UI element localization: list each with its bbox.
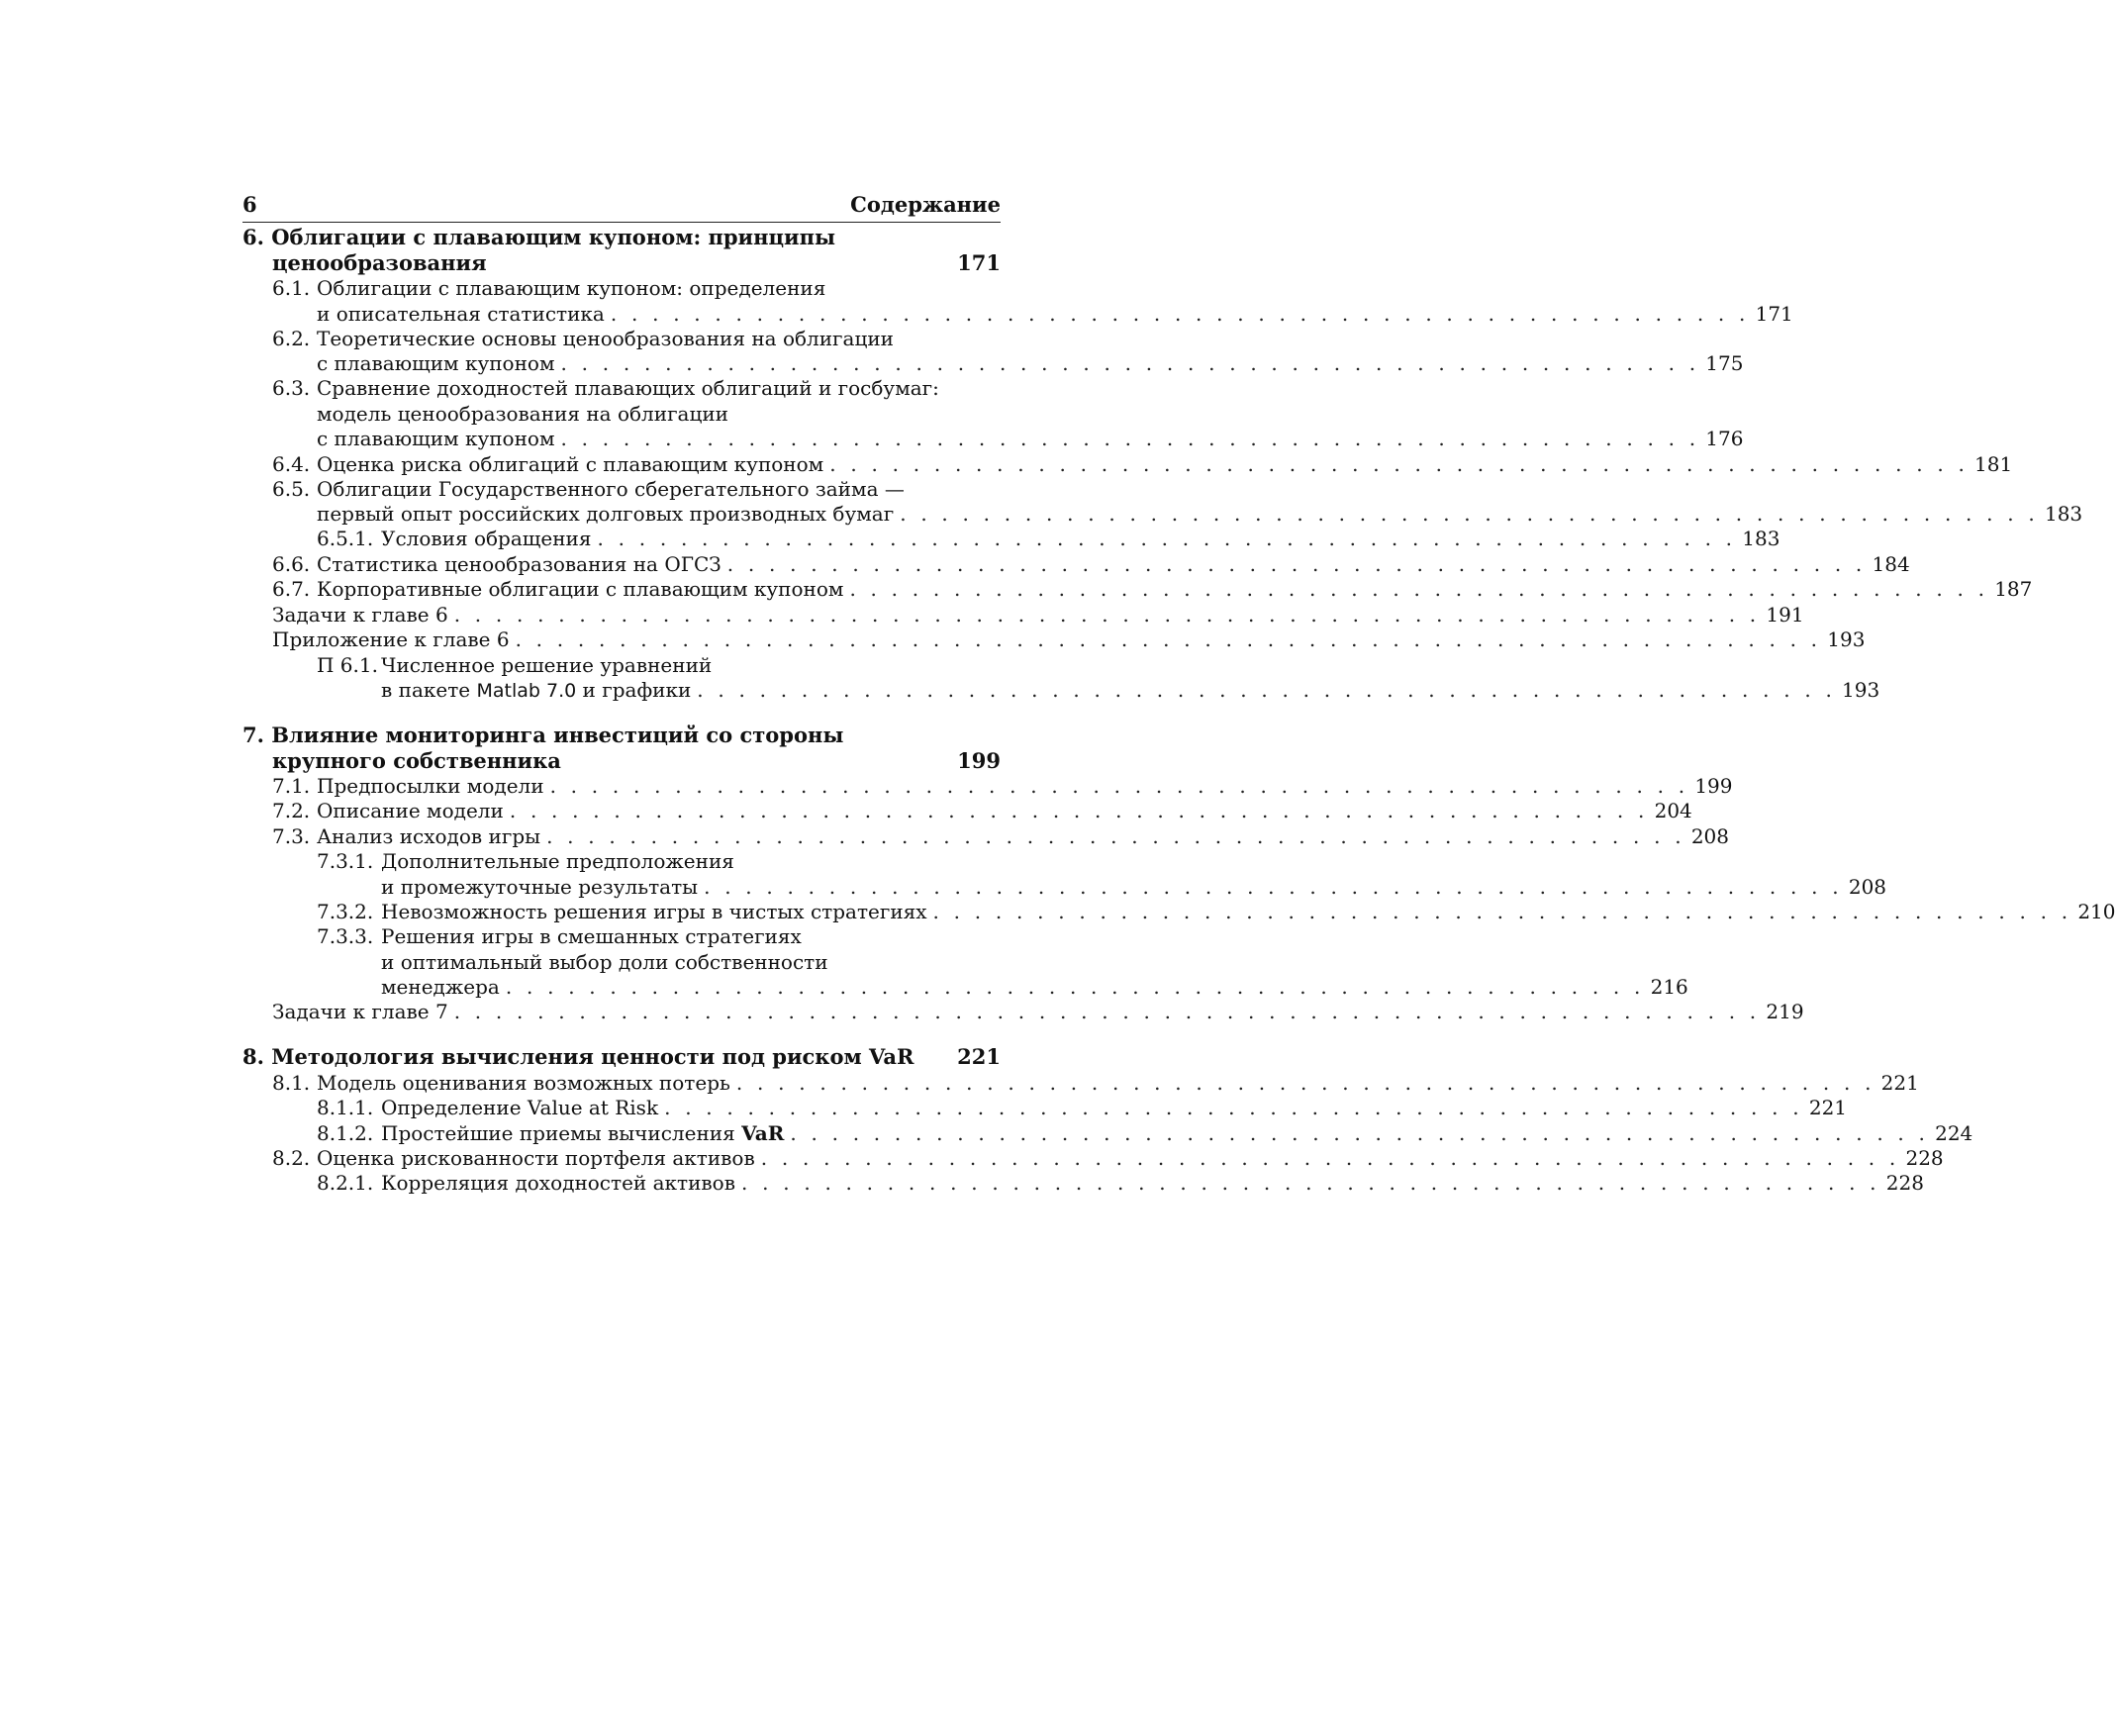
chapter-6-page: 171 (957, 250, 1001, 275)
toc-entry-6-1-cont[interactable]: и описательная статистика . . . . . . . . . . . . . . . . . . . . . . . . . . . . . . . . . . . . . . . . . . . . . . . . . . . . . . . 171 (317, 302, 1793, 326)
toc-entry-6-3-cont1[interactable]: модель ценообразования на облигации (317, 402, 728, 426)
toc-entry-7-3-1[interactable]: 7.3.1. Дополнительные предположения (317, 849, 734, 873)
toc-entry-7-3-2[interactable]: 7.3.2. Невозможность решения игры в чистых стратегиях . . . . . . . . . . . . . . . . . . . . . . . . . . . . . . . . . . . . . . . . . . . . . . . . . . . . . . . 210 (317, 900, 2116, 923)
toc-entry-6-1[interactable]: 6.1. Облигации с плавающим купоном: определения (272, 276, 826, 300)
leader-dots: . . . . . . . . . . . . . . . . . . . . . . . . . . . . . . . . . . . . . . . . . . . . . . . . . . . . . . . (509, 799, 1649, 822)
toc-entry-7-1[interactable]: 7.1. Предпосылки модели . . . . . . . . . . . . . . . . . . . . . . . . . . . . . . . . . . . . . . . . . . . . . . . . . . . . . . . 199 (272, 774, 1733, 798)
toc-entry-6-5-cont[interactable]: первый опыт российских долговых производных бумаг . . . . . . . . . . . . . . . . . . . . . . . . . . . . . . . . . . . . . . . . . . . . . . . . . . . . . . . 183 (317, 502, 2083, 526)
leader-dots: . . . . . . . . . . . . . . . . . . . . . . . . . . . . . . . . . . . . . . . . . . . . . . . . . . . . . . . (664, 1096, 1803, 1119)
toc-entry-8-1-2[interactable]: 8.1.2. Простейшие приемы вычисления VaR . . . . . . . . . . . . . . . . . . . . . . . . . . . . . . . . . . . . . . . . . . . . . . . . . . . . . . . 224 (317, 1121, 1973, 1145)
chapter-7-title-line2[interactable]: крупного собственника 199 (272, 748, 1001, 773)
toc-entry-6-2[interactable]: 6.2. Теоретические основы ценообразования на облигации (272, 327, 894, 350)
toc-entry-7-3-3-cont2[interactable]: менеджера . . . . . . . . . . . . . . . . . . . . . . . . . . . . . . . . . . . . . . . . . . . . . . . . . . . . . . . 216 (381, 975, 1688, 999)
toc-entry-6-6[interactable]: 6.6. Статистика ценообразования на ОГСЗ . . . . . . . . . . . . . . . . . . . . . . . . . . . . . . . . . . . . . . . . . . . . . . . . . . . . . . . 184 (272, 552, 1910, 576)
leader-dots: . . . . . . . . . . . . . . . . . . . . . . . . . . . . . . . . . . . . . . . . . . . . . . . . . . . . . . . (505, 975, 1645, 999)
software-name: Matlab 7.0 (476, 680, 577, 702)
chapter-7-title-line1[interactable]: 7. Влияние мониторинга инвестиций со стороны (242, 723, 844, 747)
leader-dots: . . . . . . . . . . . . . . . . . . . . . . . . . . . . . . . . . . . . . . . . . . . . . . . . . . . . . . . . . . . . . . . (453, 1000, 1761, 1023)
toc-entry-7-3-3[interactable]: 7.3.3. Решения игры в смешанных стратегиях (317, 924, 802, 948)
leader-dots: . . . . . . . . . . . . . . . . . . . . . . . . . . . . . . . . . . . . . . . . . . . . . . . . . . . . . . . (760, 1146, 1900, 1170)
leader-dots: . . . . . . . . . . . . . . . . . . . . . . . . . . . . . . . . . . . . . . . . . . . . . . . . . . . . . . . (597, 527, 1737, 550)
toc-entry-8-1-1[interactable]: 8.1.1. Определение Value at Risk . . . . . . . . . . . . . . . . . . . . . . . . . . . . . . . . . . . . . . . . . . . . . . . . . . . . . . . 221 (317, 1096, 1848, 1119)
toc-entry-8-1[interactable]: 8.1. Модель оценивания возможных потерь . . . . . . . . . . . . . . . . . . . . . . . . . . . . . . . . . . . . . . . . . . . . . . . . . . . . . . . 221 (272, 1071, 1919, 1095)
chapter-6-title-line2[interactable]: ценообразования 171 (272, 250, 1001, 275)
var-term: VaR (741, 1121, 785, 1145)
chapter-7-page: 199 (957, 748, 1001, 773)
toc-entry-p6-1-cont[interactable]: в пакете Matlab 7.0 и графики . . . . . . . . . . . . . . . . . . . . . . . . . . . . . . . . . . . . . . . . . . . . . . . . . . . . . . . 193 (242, 676, 1001, 704)
toc-entry-p6-1[interactable]: П 6.1. Численное решение уравнений (317, 653, 713, 677)
leader-dots: . . . . . . . . . . . . . . . . . . . . . . . . . . . . . . . . . . . . . . . . . . . . . . . . . . . . . . . (726, 552, 1867, 576)
toc-entry-6-5[interactable]: 6.5. Облигации Государственного сберегательного займа — (272, 477, 905, 501)
leader-dots: . . . . . . . . . . . . . . . . . . . . . . . . . . . . . . . . . . . . . . . . . . . . . . . . . . . . . . . . . . . . . . . (515, 627, 1822, 651)
leader-dots: . . . . . . . . . . . . . . . . . . . . . . . . . . . . . . . . . . . . . . . . . . . . . . . . . . . . . . . (735, 1071, 1876, 1095)
leader-dots: . . . . . . . . . . . . . . . . . . . . . . . . . . . . . . . . . . . . . . . . . . . . . . . . . . . . . . . (900, 502, 2039, 526)
leader-dots: . . . . . . . . . . . . . . . . . . . . . . . . . . . . . . . . . . . . . . . . . . . . . . . . . . . . . . . (697, 678, 1837, 702)
toc-entry-tasks-6[interactable]: Задачи к главе 6 . . . . . . . . . . . . . . . . . . . . . . . . . . . . . . . . . . . . . . . . . . . . . . . . . . . . . . . . . . . . . . . 191 (272, 603, 1804, 627)
toc-entry-6-4[interactable]: 6.4. Оценка риска облигаций с плавающим купоном . . . . . . . . . . . . . . . . . . . . . . . . . . . . . . . . . . . . . . . . . . . . . . . . . . . . . . . 181 (272, 452, 2013, 476)
toc-entry-6-3[interactable]: 6.3. Сравнение доходностей плавающих облигаций и госбумаг: (272, 376, 939, 400)
leader-dots: . . . . . . . . . . . . . . . . . . . . . . . . . . . . . . . . . . . . . . . . . . . . . . . . . . . . . . . (790, 1121, 1930, 1145)
leader-dots: . . . . . . . . . . . . . . . . . . . . . . . . . . . . . . . . . . . . . . . . . . . . . . . . . . . . . . . . . . . . . . . (453, 603, 1761, 627)
leader-dots: . . . . . . . . . . . . . . . . . . . . . . . . . . . . . . . . . . . . . . . . . . . . . . . . . . . . . . . (610, 302, 1750, 326)
toc-entry-6-7[interactable]: 6.7. Корпоративные облигации с плавающим купоном . . . . . . . . . . . . . . . . . . . . . . . . . . . . . . . . . . . . . . . . . . . . . . . . . . . . . . . 187 (272, 577, 2033, 601)
chapter-6-title-line1[interactable]: 6. Облигации с плавающим купоном: принципы (242, 225, 836, 249)
toc-entry-7-2[interactable]: 7.2. Описание модели . . . . . . . . . . . . . . . . . . . . . . . . . . . . . . . . . . . . . . . . . . . . . . . . . . . . . . . 204 (272, 799, 1692, 822)
leader-dots: . . . . . . . . . . . . . . . . . . . . . . . . . . . . . . . . . . . . . . . . . . . . . . . . . . . . . . . (932, 900, 2072, 923)
toc-entry-6-2-cont[interactable]: с плавающим купоном . . . . . . . . . . . . . . . . . . . . . . . . . . . . . . . . . . . . . . . . . . . . . . . . . . . . . . . 175 (317, 351, 1744, 375)
toc-entry-appendix-6[interactable]: Приложение к главе 6 . . . . . . . . . . . . . . . . . . . . . . . . . . . . . . . . . . . . . . . . . . . . . . . . . . . . . . . . . . . . . . . 193 (272, 627, 1866, 651)
running-header (242, 190, 1001, 223)
header-title: Содержание (850, 192, 1001, 217)
leader-dots: . . . . . . . . . . . . . . . . . . . . . . . . . . . . . . . . . . . . . . . . . . . . . . . . . . . . . . . (560, 427, 1700, 450)
toc-entry-8-2-1[interactable]: 8.2.1. Корреляция доходностей активов . . . . . . . . . . . . . . . . . . . . . . . . . . . . . . . . . . . . . . . . . . . . . . . . . . . . . . . 228 (317, 1171, 1924, 1195)
toc-entry-7-3-3-cont1[interactable]: и оптимальный выбор доли собственности (381, 950, 828, 974)
toc-entry-6-3-cont2[interactable]: с плавающим купоном . . . . . . . . . . . . . . . . . . . . . . . . . . . . . . . . . . . . . . . . . . . . . . . . . . . . . . . 176 (317, 427, 1744, 450)
toc-entry-6-5-1[interactable]: 6.5.1. Условия обращения . . . . . . . . . . . . . . . . . . . . . . . . . . . . . . . . . . . . . . . . . . . . . . . . . . . . . . . 183 (317, 527, 1780, 550)
toc-entry-7-3[interactable]: 7.3. Анализ исходов игры . . . . . . . . . . . . . . . . . . . . . . . . . . . . . . . . . . . . . . . . . . . . . . . . . . . . . . . 208 (272, 824, 1730, 848)
leader-dots: . . . . . . . . . . . . . . . . . . . . . . . . . . . . . . . . . . . . . . . . . . . . . . . . . . . . . . . (849, 577, 1989, 601)
toc-entry-8-2[interactable]: 8.2. Оценка рискованности портфеля активов . . . . . . . . . . . . . . . . . . . . . . . . . . . . . . . . . . . . . . . . . . . . . . . . . . . . . . . 228 (272, 1146, 1944, 1170)
leader-dots: . . . . . . . . . . . . . . . . . . . . . . . . . . . . . . . . . . . . . . . . . . . . . . . . . . . . . . . (546, 824, 1685, 848)
page-number: 6 (242, 192, 257, 217)
leader-dots: . . . . . . . . . . . . . . . . . . . . . . . . . . . . . . . . . . . . . . . . . . . . . . . . . . . . . . . (829, 452, 1970, 476)
toc-entry-7-3-1-cont[interactable]: и промежуточные результаты . . . . . . . . . . . . . . . . . . . . . . . . . . . . . . . . . . . . . . . . . . . . . . . . . . . . . . . 208 (381, 875, 1887, 899)
leader-dots: . . . . . . . . . . . . . . . . . . . . . . . . . . . . . . . . . . . . . . . . . . . . . . . . . . . . . . . (704, 875, 1843, 899)
chapter-8-page: 221 (957, 1044, 1001, 1069)
leader-dots: . . . . . . . . . . . . . . . . . . . . . . . . . . . . . . . . . . . . . . . . . . . . . . . . . . . . . . . (560, 351, 1700, 375)
chapter-8-title[interactable]: 8. Методология вычисления ценности под риском VaR 221 (242, 1044, 1001, 1069)
toc-entry-tasks-7[interactable]: Задачи к главе 7 . . . . . . . . . . . . . . . . . . . . . . . . . . . . . . . . . . . . . . . . . . . . . . . . . . . . . . . . . . . . . . . 219 (272, 1000, 1804, 1023)
leader-dots: . . . . . . . . . . . . . . . . . . . . . . . . . . . . . . . . . . . . . . . . . . . . . . . . . . . . . . . (740, 1171, 1880, 1195)
leader-dots: . . . . . . . . . . . . . . . . . . . . . . . . . . . . . . . . . . . . . . . . . . . . . . . . . . . . . . . (549, 774, 1689, 798)
